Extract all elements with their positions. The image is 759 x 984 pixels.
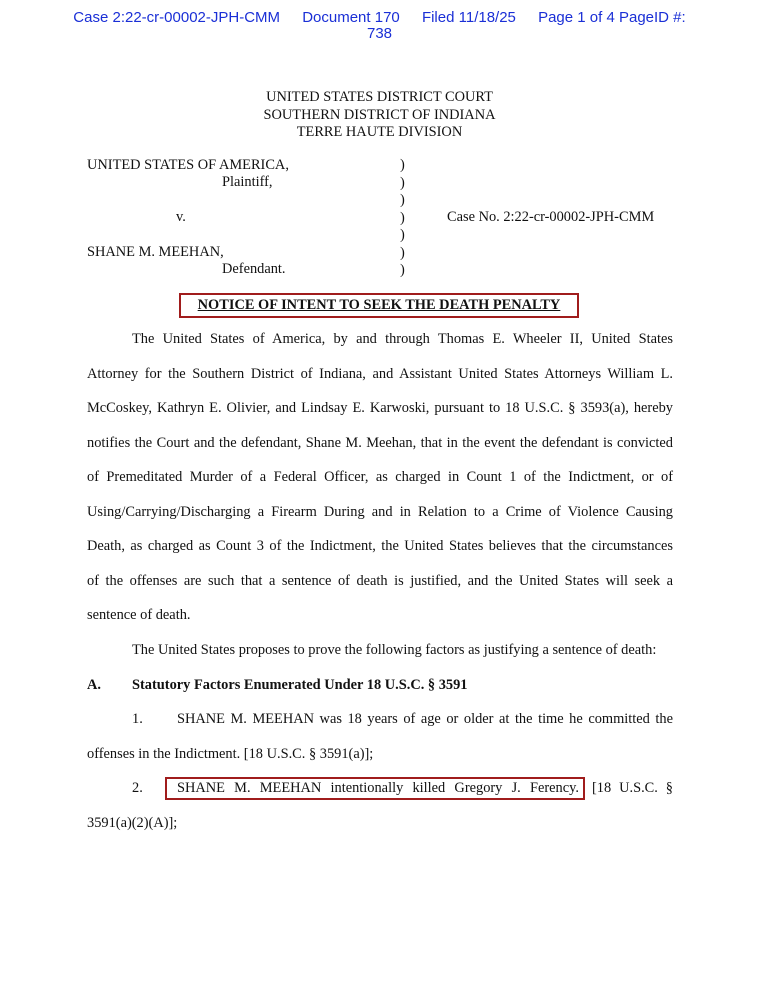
ecf-document-number: Document 170	[302, 9, 400, 26]
item-text: 3591(a)(2)(A)];	[87, 815, 178, 831]
paren: )	[400, 262, 405, 278]
paragraph-line: Attorney for the Southern District of Indiana, and Assistant United States Attorneys William L.	[87, 366, 673, 382]
defendant-role: Defendant.	[222, 261, 286, 277]
section-heading: Statutory Factors Enumerated Under 18 U.S.C. § 3591	[132, 677, 468, 693]
paragraph-line: of Premeditated Murder of a Federal Officer, as charged in Count 1 of the Indictment, or of	[87, 469, 673, 485]
paragraph-line: Death, as charged as Count 3 of the Indictment, the United States believes that the circumstances	[87, 538, 673, 554]
ecf-header	[0, 10, 759, 42]
item-number: 2.	[132, 780, 143, 796]
paren: )	[400, 192, 405, 208]
item-highlighted-text: SHANE M. MEEHAN intentionally killed Gregory J. Ferency.	[177, 780, 579, 796]
document-title: NOTICE OF INTENT TO SEEK THE DEATH PENALTY	[197, 297, 561, 313]
item-text: offenses in the Indictment. [18 U.S.C. § 3591(a)];	[87, 746, 374, 762]
versus: v.	[176, 209, 186, 225]
paragraph-line: Using/Carrying/Discharging a Firearm During and in Relation to a Crime of Violence Causing	[87, 504, 673, 520]
ecf-page-info: Page 1 of 4 PageID #:	[538, 9, 686, 26]
paragraph-line: sentence of death.	[87, 607, 191, 623]
paren: )	[400, 209, 405, 226]
ecf-case-number: Case 2:22-cr-00002-JPH-CMM	[73, 9, 281, 26]
court-division: TERRE HAUTE DIVISION	[296, 124, 463, 140]
section-label: A.	[87, 677, 101, 693]
defendant-name: SHANE M. MEEHAN,	[87, 244, 224, 260]
item-citation: [18 U.S.C. §	[592, 780, 673, 796]
paren: )	[400, 157, 405, 173]
court-heading	[0, 89, 759, 142]
paragraph-line: The United States of America, by and through Thomas E. Wheeler II, United States	[132, 331, 673, 347]
court-name: UNITED STATES DISTRICT COURT	[266, 89, 493, 105]
court-district: SOUTHERN DISTRICT OF INDIANA	[263, 106, 496, 123]
item-number: 1.	[132, 711, 143, 727]
plaintiff-role: Plaintiff,	[222, 174, 273, 190]
plaintiff-name: UNITED STATES OF AMERICA,	[87, 157, 289, 173]
paren: )	[400, 174, 405, 191]
paren: )	[400, 244, 405, 261]
ecf-pageid: 738	[366, 25, 393, 42]
case-number: Case No. 2:22-cr-00002-JPH-CMM	[447, 209, 655, 225]
caption-parentheses	[400, 157, 405, 280]
item-text: SHANE M. MEEHAN was 18 years of age or older at the time he committed the	[177, 711, 673, 727]
paren: )	[400, 227, 405, 243]
paragraph-line: notifies the Court and the defendant, Shane M. Meehan, that in the event the defendant is convicted	[87, 435, 673, 451]
ecf-filed-date: Filed 11/18/25	[421, 9, 516, 26]
paragraph-line: The United States proposes to prove the following factors as justifying a sentence of death:	[132, 642, 657, 658]
paragraph-line: of the offenses are such that a sentence of death is justified, and the United States will seek a	[87, 573, 673, 589]
paragraph-line: McCoskey, Kathryn E. Olivier, and Lindsay E. Karwoski, pursuant to 18 U.S.C. § 3593(a), hereby	[87, 400, 673, 416]
